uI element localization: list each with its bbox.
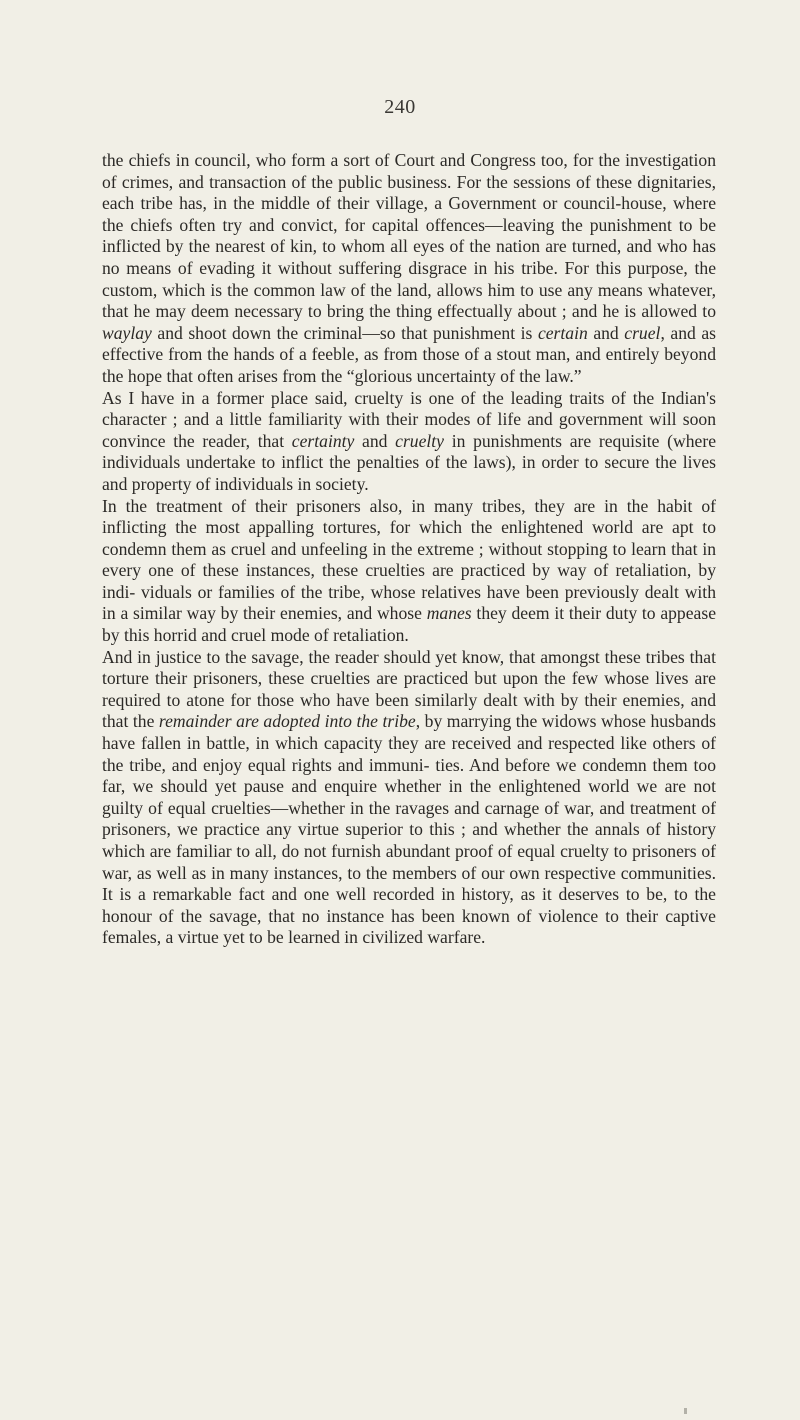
scan-mark (684, 1408, 687, 1414)
text-run: and shoot down the criminal—so that punishment is (151, 322, 538, 343)
paragraph (102, 647, 716, 949)
paragraph (102, 150, 716, 388)
text-run: , by marrying the widows whose husbands have fallen in battle, in which capacity they are received and respected like others of the tribe, and enjoy equal rights and immuni- ties. And before we condemn them too far, we should yet pause and enquire whether in the enlightened world we are not guilty of equal cruelties—whether in the ravages and carnage of war, and treatment of prisoners, we practice any virtue superior to this ; and whether the annals of history which are familiar to all, do not furnish abundant proof of equal cruelty to prisoners of war, as well as in many instances, to the members of our own respective communities. It is a remarkable fact and one well recorded in history, as it deserves to be, to the honour of the savage, that no instance has been known of violence to their captive females, a virtue yet to be learned in civilized warfare. (102, 711, 716, 948)
paragraph (102, 496, 716, 647)
italic-text: certain (537, 322, 588, 343)
italic-text: waylay (102, 322, 152, 343)
body-text (102, 150, 716, 949)
text-run: and (587, 322, 625, 343)
text-run: the chiefs in council, who form a sort of Court and Congress too, for the investigation of crimes, and transaction of the public business. For the sessions of these dignitaries, each tribe has, in the middle of their village, a Government or council-house, where the chiefs often try and convict, for capital offences—leaving the punishment to be inflicted by the nearest of kin, to whom all eyes of the nation are turned, and who has no means of evading it without suffering disgrace in his tribe. For this purpose, the custom, which is the common law of the land, allows him to use any means whatever, that he may deem necessary to bring the thing effectually about ; and he is allowed to (102, 150, 716, 322)
text-run: they deem it their duty to appease by this horrid and cruel mode of retaliation. (102, 603, 716, 646)
text-run: In the treatment of their prisoners also, in many tribes, they are in the habit of inflicting the most appalling tortures, for which the enlightened world are apt to condemn them as cruel and unfeeling in the extreme ; without stopping to learn that in every one of these instances, these cruelties are practiced by way of retaliation, by indi- viduals or families of the tribe, whose relatives have been previously dealt with in a similar way by their enemies, and whose (102, 495, 716, 624)
italic-text: cruelty (395, 430, 444, 451)
text-run: , and as effective from the hands of a feeble, as from those of a stout man, and entirely beyond the hope that often arises from the “glorious uncertainty of the law.” (102, 322, 716, 386)
italic-text: manes (426, 603, 472, 624)
text-run: in punishments are requisite (where individuals undertake to inflict the penalties of the laws), in order to secure the lives and property of individuals in society. (102, 430, 716, 494)
text-run: And in justice to the savage, the reader should yet know, that amongst these tribes that torture their prisoners, these cruelties are practiced but upon the few whose lives are required to atone for those who have been similarly dealt with by their enemies, and that the (102, 646, 716, 732)
text-run: As I have in a former place said, cruelty is one of the leading traits of the Indian's character ; and a little familiarity with their modes of life and government will soon convince the reader, that (102, 387, 716, 451)
page-number: 240 (384, 96, 416, 118)
text-run: and (354, 430, 396, 451)
italic-text: remainder are adopted into the tribe (158, 711, 416, 732)
italic-text: cruel (624, 322, 661, 343)
paragraph (102, 388, 716, 496)
italic-text: certainty (291, 430, 355, 451)
